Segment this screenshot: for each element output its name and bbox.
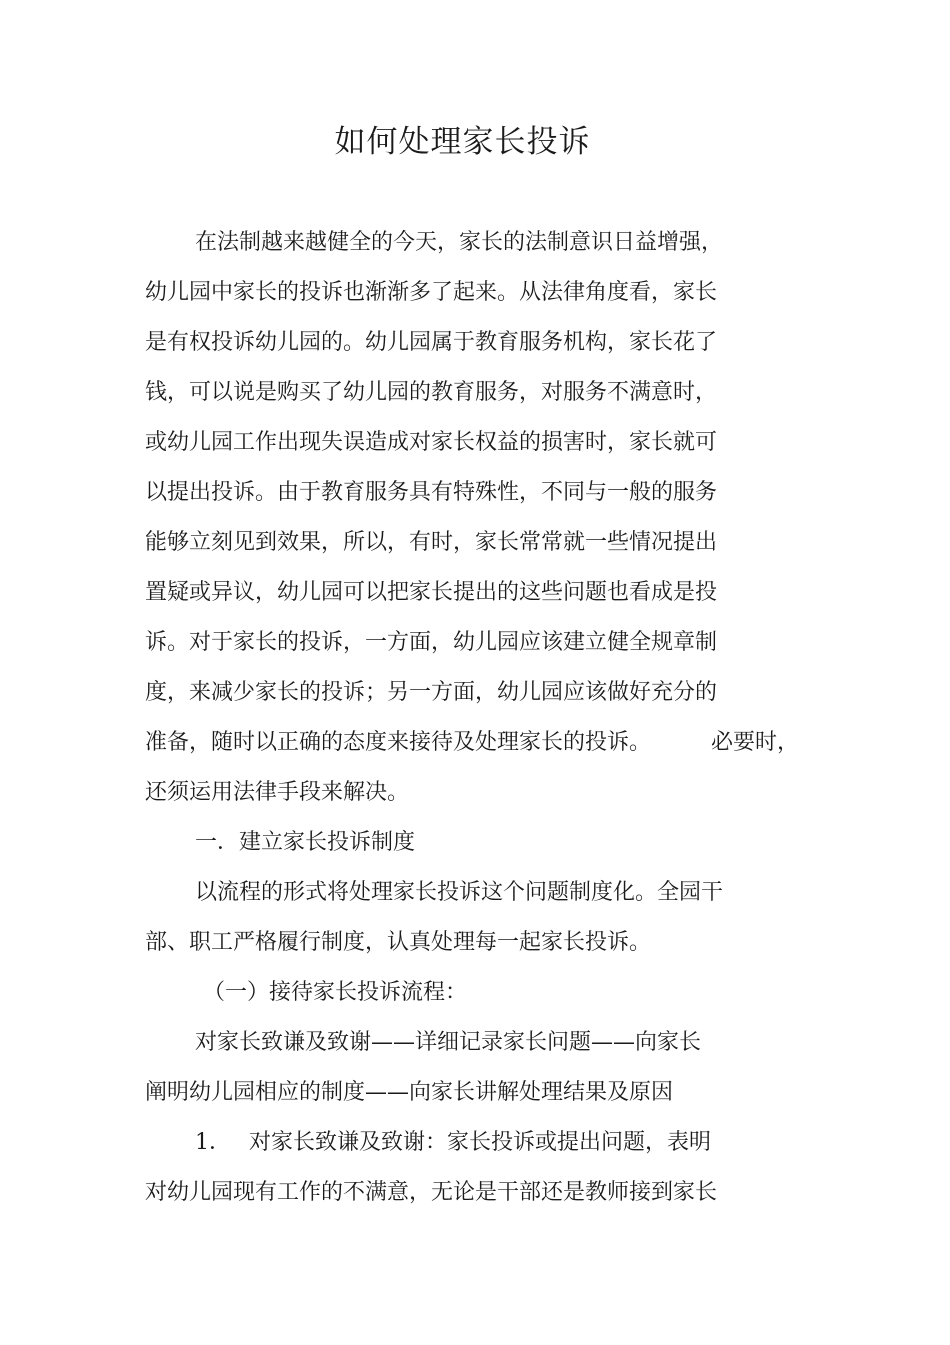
subsection-heading: （一）接待家长投诉流程： (203, 980, 468, 1005)
paragraph-line-part: 准备，随时以正确的态度来接待及处理家长的投诉。 (145, 730, 652, 755)
paragraph-line: 对幼儿园现有工作的不满意，无论是干部还是教师接到家长 (145, 1180, 718, 1205)
paragraph-line: 或幼儿园工作出现失误造成对家长权益的损害时，家长就可 (145, 430, 718, 455)
item-number: 1． (195, 1130, 231, 1155)
paragraph-line: 对家长致谦及致谢——详细记录家长问题——向家长 (195, 1030, 702, 1055)
paragraph-line: 在法制越来越健全的今天，家长的法制意识日益增强， (195, 230, 724, 255)
section-heading: 一．建立家长投诉制度 (195, 830, 416, 855)
paragraph-line: 幼儿园中家长的投诉也渐渐多了起来。从法律角度看，家长 (145, 280, 718, 305)
paragraph-line: 度，来减少家长的投诉；另一方面，幼儿园应该做好充分的 (145, 680, 718, 705)
paragraph-line: 置疑或异议，幼儿园可以把家长提出的这些问题也看成是投 (145, 580, 718, 605)
paragraph-line: 以提出投诉。由于教育服务具有特殊性，不同与一般的服务 (145, 480, 718, 505)
paragraph-line: 钱，可以说是购买了幼儿园的教育服务，对服务不满意时， (145, 380, 718, 405)
paragraph-line-part: 必要时， (711, 730, 800, 755)
paragraph-line: 是有权投诉幼儿园的。幼儿园属于教育服务机构，家长花了 (145, 330, 718, 355)
paragraph-line: 以流程的形式将处理家长投诉这个问题制度化。全园干 (195, 880, 724, 905)
document-body (145, 218, 805, 1218)
document-title: 如何处理家长投诉 (334, 124, 591, 160)
paragraph-line: 阐明幼儿园相应的制度——向家长讲解处理结果及原因 (145, 1080, 674, 1105)
item-text: 对家长致谦及致谢：家长投诉或提出问题，表明 (249, 1130, 712, 1155)
paragraph-line: 诉。对于家长的投诉，一方面，幼儿园应该建立健全规章制 (145, 630, 718, 655)
paragraph-line: 能够立刻见到效果，所以，有时，家长常常就一些情况提出 (145, 530, 718, 555)
paragraph-line: 部、职工严格履行制度，认真处理每一起家长投诉。 (145, 930, 652, 955)
numbered-item-line (145, 1118, 805, 1168)
paragraph-line: 还须运用法律手段来解决。 (145, 780, 410, 805)
paragraph-line-split (145, 718, 805, 768)
